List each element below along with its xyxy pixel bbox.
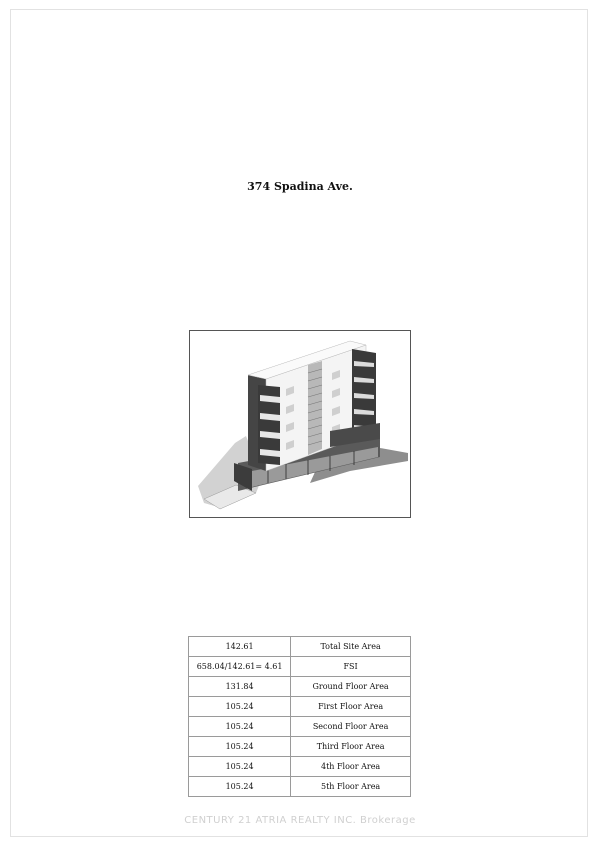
area-value: 105.24 [189,777,291,797]
table-row [189,697,411,717]
area-label: Third Floor Area [291,737,411,757]
table-row [189,737,411,757]
table-row [189,757,411,777]
area-value: 105.24 [189,697,291,717]
area-value: 142.61 [189,637,291,657]
brokerage-watermark: CENTURY 21 ATRIA REALTY INC. Brokerage [184,815,416,826]
area-label: Ground Floor Area [291,677,411,697]
building-render-icon [190,331,410,517]
area-label: FSI [291,657,411,677]
area-label: First Floor Area [291,697,411,717]
area-value: 105.24 [189,717,291,737]
area-value: 658.04/142.61= 4.61 [189,657,291,677]
area-label: Second Floor Area [291,717,411,737]
building-render [189,330,411,518]
table-row [189,657,411,677]
floor-areas-table [188,636,411,797]
area-label: 4th Floor Area [291,757,411,777]
area-value: 105.24 [189,757,291,777]
table-row [189,777,411,797]
area-value: 131.84 [189,677,291,697]
area-value: 105.24 [189,737,291,757]
area-label: Total Site Area [291,637,411,657]
table-row [189,637,411,657]
table-row [189,677,411,697]
table-row [189,717,411,737]
document-title: 374 Spadina Ave. [247,180,353,193]
area-label: 5th Floor Area [291,777,411,797]
